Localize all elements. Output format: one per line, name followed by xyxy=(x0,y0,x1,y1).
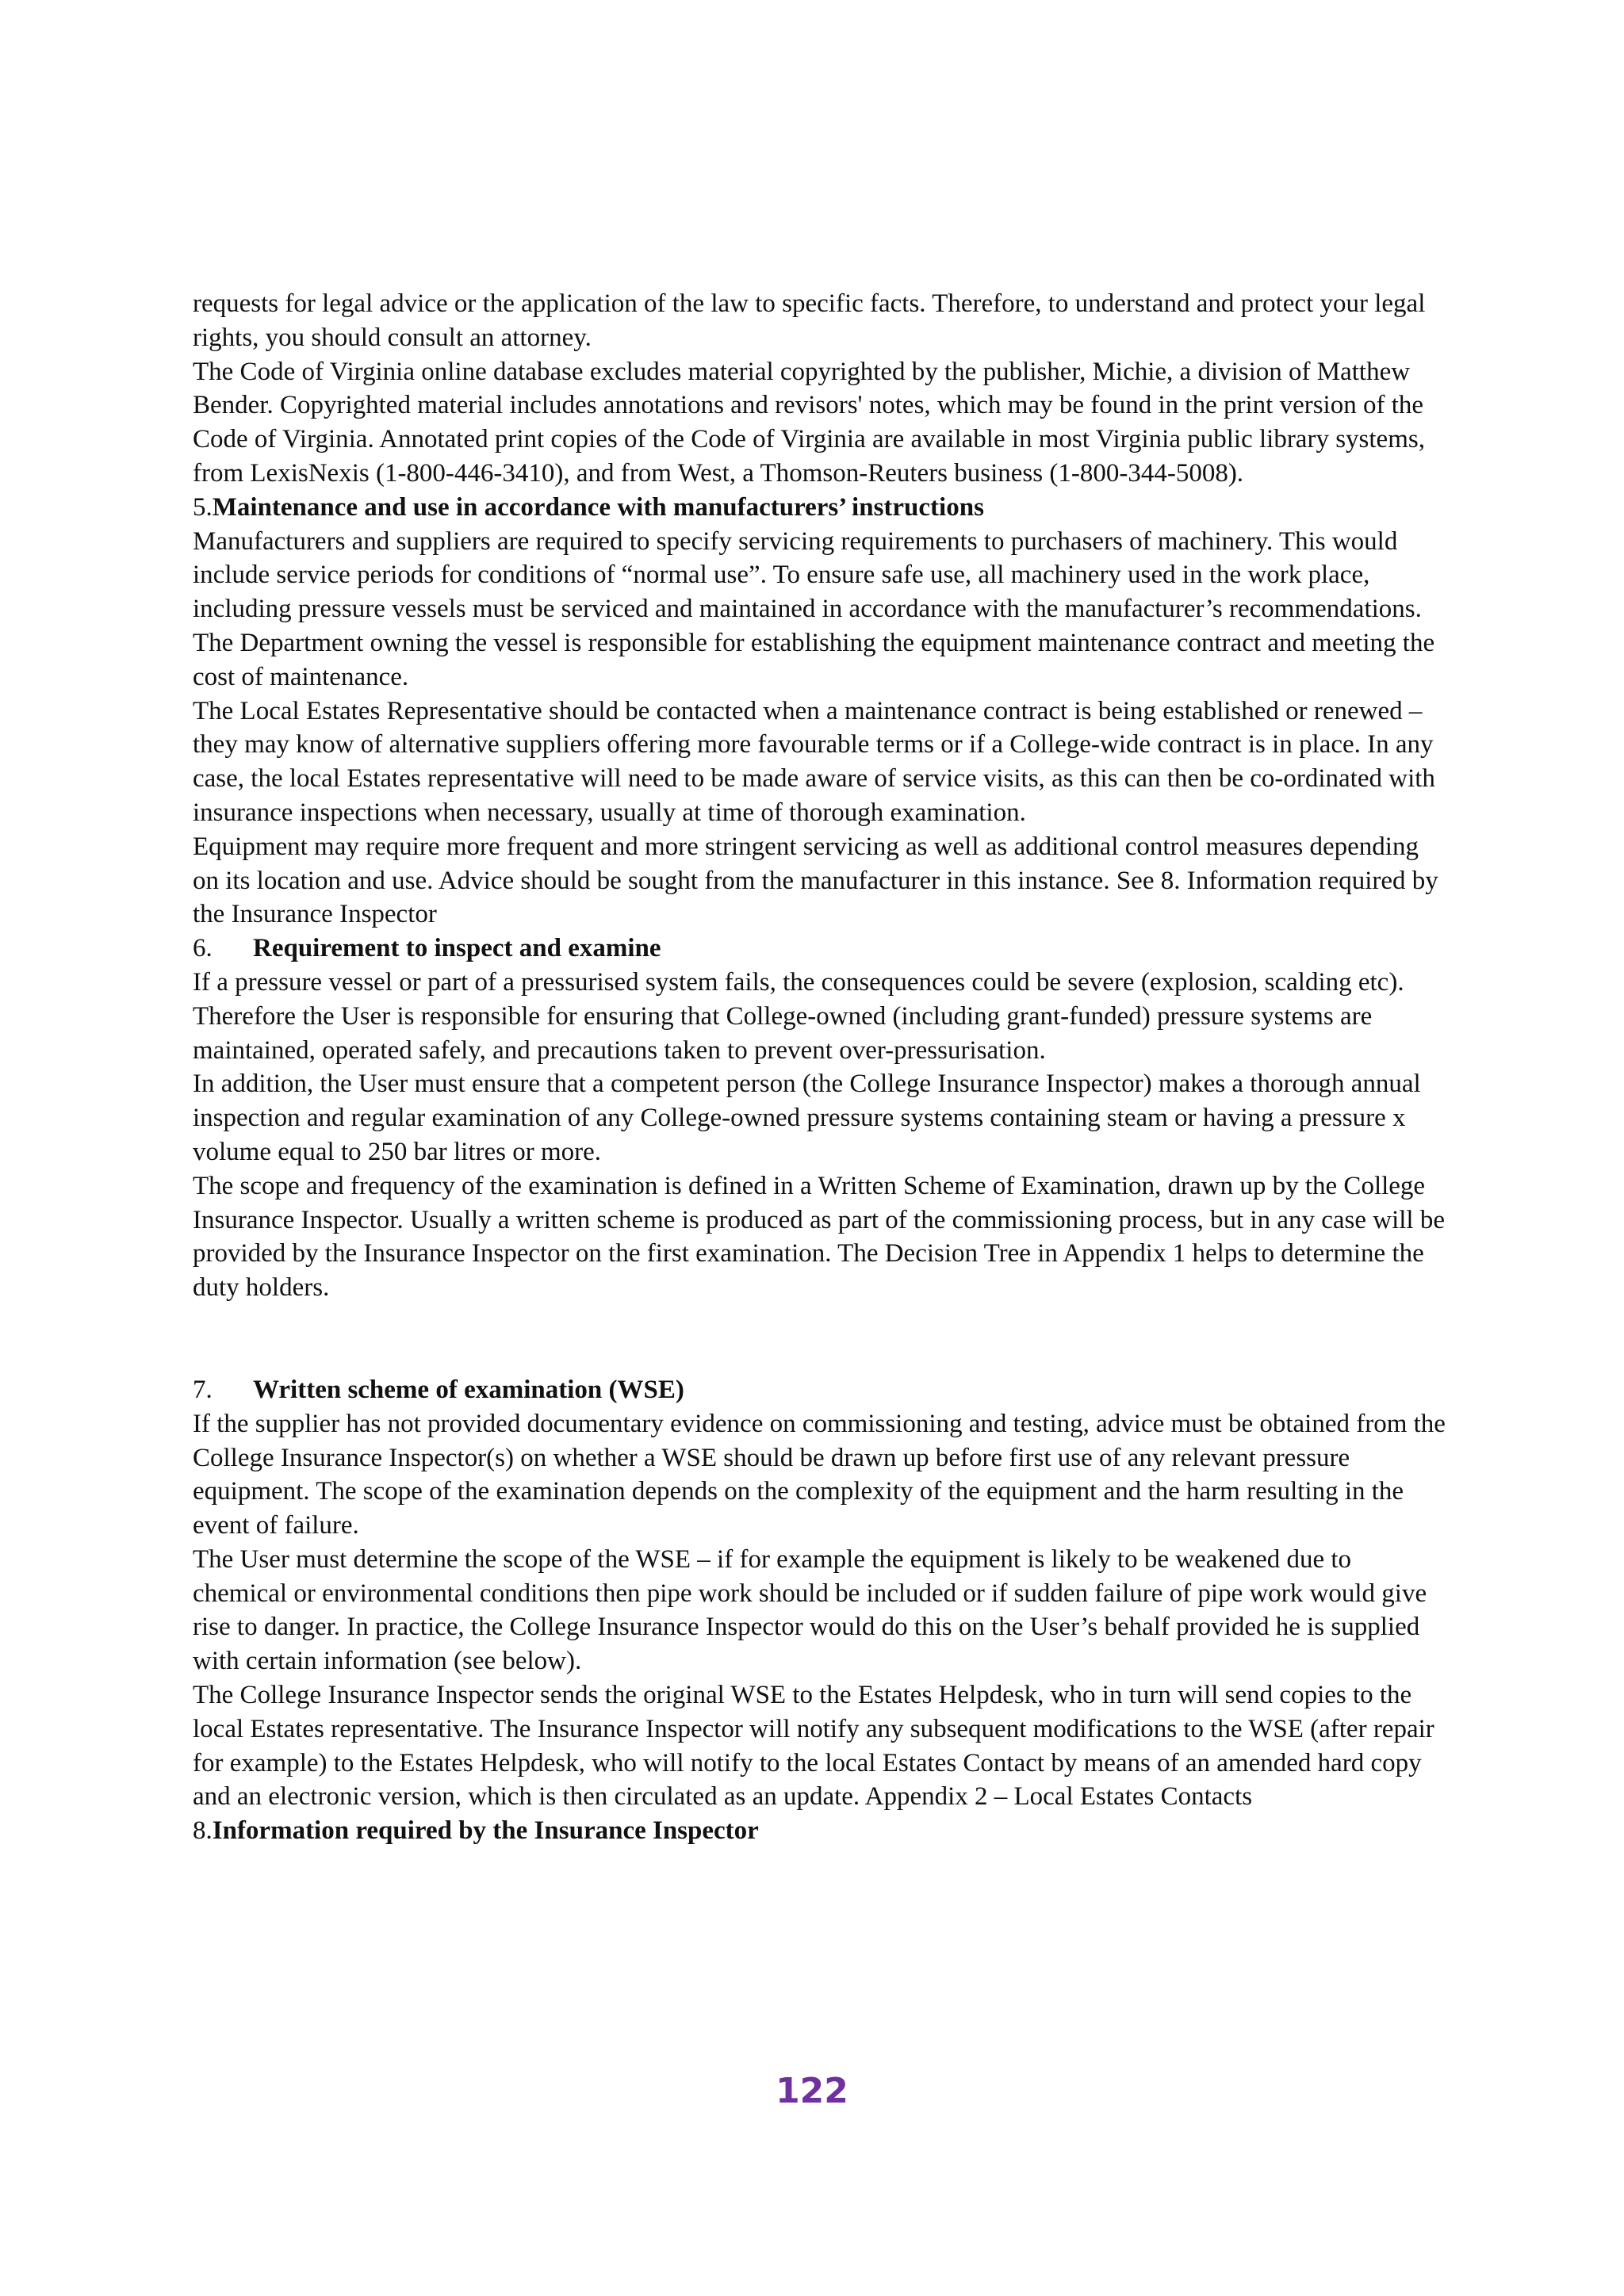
heading-section-5 xyxy=(193,491,1447,525)
paragraph-legal-advice: requests for legal advice or the application of the law to specific facts. Therefore, to understand and protect your legal rights, you should consult an attorney. xyxy=(193,289,1426,352)
heading-title: Maintenance and use in accordance with manufacturers’ instructions xyxy=(212,492,984,522)
heading-number: 6. xyxy=(193,934,213,963)
heading-number: 8. xyxy=(193,1816,213,1846)
heading-section-8 xyxy=(193,1814,1447,1848)
heading-number: 7. xyxy=(193,1375,213,1404)
paragraph-supplier-evidence: If the supplier has not provided documentary evidence on commissioning and testing, advice must be obtained from the College Insurance Inspector(s) on whether a WSE should be drawn up before first use of any relevant pressure equipment. The scope of the examination depends on the complexity of the equipment and the harm resulting in the event of failure. xyxy=(193,1409,1446,1540)
heading-section-6 xyxy=(193,932,1447,966)
paragraph-competent-person: In addition, the User must ensure that a competent person (the College Insurance Inspector) makes a thorough annual inspection and regular examination of any College-owned pressure systems containing steam or having a pressure x volume equal to 250 bar litres or more. xyxy=(193,1070,1421,1166)
paragraph-local-estates-representative: The Local Estates Representative should be contacted when a maintenance contract is being established or renewed – they may know of alternative suppliers offering more favourable terms or if a College-wide contract is in place. In any case, the local Estates representative will need to be made aware of service visits, as this can then be co-ordinated with insurance inspections when necessary, usually at time of thorough examination. xyxy=(193,696,1435,827)
paragraph-original-wse: The College Insurance Inspector sends the original WSE to the Estates Helpdesk, who in turn will send copies to the local Estates representative. The Insurance Inspector will notify any subsequent modifications to the WSE (after repair for example) to the Estates Helpdesk, who will notify to the local Estates Contact by means of an amended hard copy and an electronic version, which is then circulated as an update. Appendix 2 – Local Estates Contacts xyxy=(193,1681,1434,1812)
heading-title: Requirement to inspect and examine xyxy=(253,934,661,963)
paragraph-code-of-virginia: The Code of Virginia online database excludes material copyrighted by the publisher, Michie, a division of Matthew Bender. Copyrighted material includes annotations and revisors' notes, which may be found in the print version of the Code of Virginia. Annotated print copies of the Code of Virginia are available in most Virginia public library systems, from LexisNexis (1-800-446-3410), and from West, a Thomson-Reuters business (1-800-344-5008). xyxy=(193,357,1425,488)
page-number: 122 xyxy=(776,2071,848,2111)
paragraph-department-responsibility: The Department owning the vessel is responsible for establishing the equipment maintenance contract and meeting the cost of maintenance. xyxy=(193,628,1435,691)
paragraph-scope-frequency: The scope and frequency of the examination is defined in a Written Scheme of Examination, drawn up by the College Insurance Inspector. Usually a written scheme is produced as part of the commissioning process, but in any case will be provided by the Insurance Inspector on the first examination. The Decision Tree in Appendix 1 helps to determine the duty holders. xyxy=(193,1171,1445,1303)
paragraph-manufacturers-requirements: Manufacturers and suppliers are required to specify servicing requirements to purchasers of machinery. This would include service periods for conditions of “normal use”. To ensure safe use, all machinery used in the work place, including pressure vessels must be serviced and maintained in accordance with the manufacturer’s recommendations. xyxy=(193,526,1422,624)
heading-number: 5. xyxy=(193,492,213,522)
heading-section-7 xyxy=(193,1373,1447,1407)
section-spacer xyxy=(193,1305,1447,1373)
paragraph-pressure-vessel-failure: If a pressure vessel or part of a pressurised system fails, the consequences could be severe (explosion, scalding etc). Therefore the User is responsible for ensuring that College-owned (including grant-funded) pressure systems are maintained, operated safely, and precautions taken to prevent over-pressurisation. xyxy=(193,967,1404,1065)
heading-title: Written scheme of examination (WSE) xyxy=(253,1375,684,1404)
heading-title: Information required by the Insurance Inspector xyxy=(212,1816,759,1846)
paragraph-user-scope: The User must determine the scope of the WSE – if for example the equipment is likely to be weakened due to chemical or environmental conditions then pipe work should be included or if sudden failure of pipe work would give rise to danger. In practice, the College Insurance Inspector would do this on the User’s behalf provided he is supplied with certain information (see below). xyxy=(193,1544,1427,1676)
paragraph-equipment-servicing: Equipment may require more frequent and more stringent servicing as well as additional control measures depending on its location and use. Advice should be sought from the manufacturer in this instance. See 8. Information required by the Insurance Inspector xyxy=(193,832,1438,929)
document-body xyxy=(193,287,1447,1848)
